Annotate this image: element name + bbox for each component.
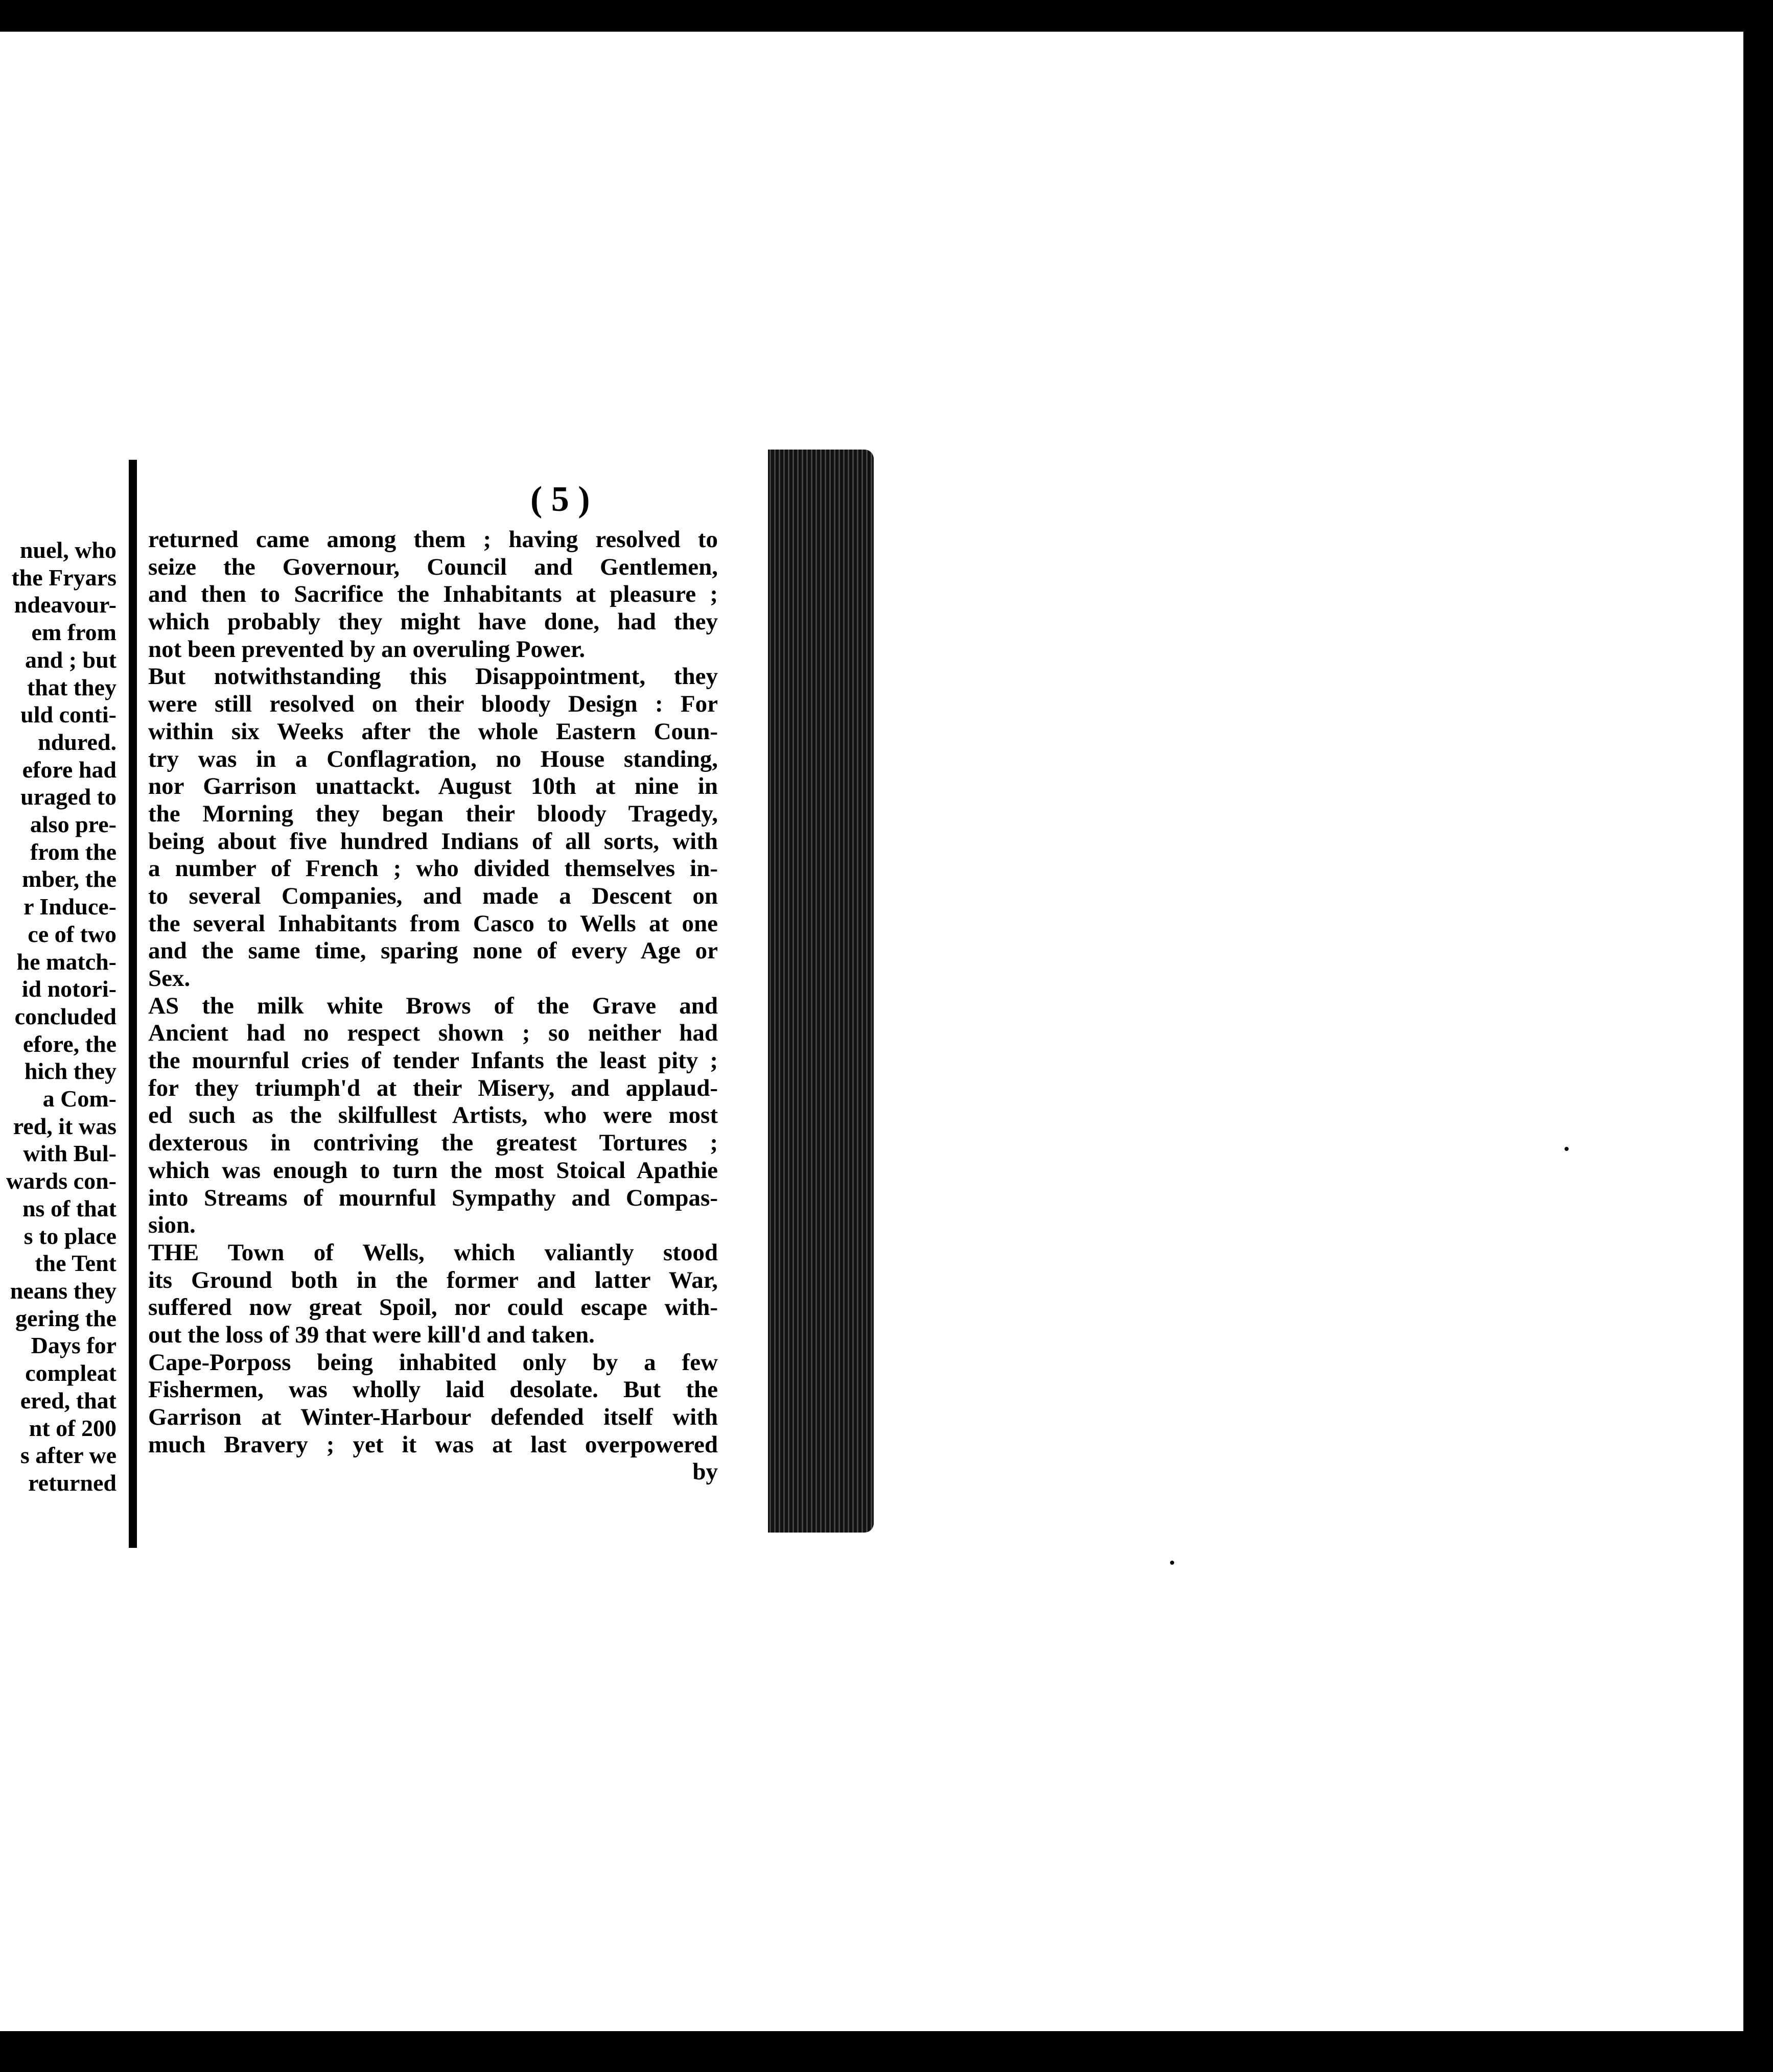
text-line: out the loss of 39 that were kill'd and taken. xyxy=(148,1321,595,1348)
text-line: sion. xyxy=(148,1212,196,1239)
left-text-line: id notori- xyxy=(21,976,116,1002)
left-text-line: concluded xyxy=(14,1003,116,1029)
page-number: ( 5 ) xyxy=(530,480,590,519)
text-line: and the same time, sparing none of every Age or xyxy=(148,937,718,964)
left-text-line: and ; but xyxy=(25,646,116,673)
left-text-line: ce of two xyxy=(28,921,116,947)
left-text-line: gering the xyxy=(15,1305,116,1331)
text-line: not been prevented by an overuling Power. xyxy=(148,635,586,663)
text-line: seize the Governour, Council and Gentlemen, xyxy=(148,553,718,580)
text-line: Ancient had no respect shown ; so neither had xyxy=(148,1020,718,1047)
text-line: dexterous in contriving the greatest Tortures ; xyxy=(148,1129,718,1157)
text-line: Sex. xyxy=(148,965,191,992)
scan-speck xyxy=(1565,1147,1569,1151)
left-text-line: s to place xyxy=(24,1222,116,1249)
left-text-line: from the xyxy=(30,838,116,865)
left-text-line: Days for xyxy=(31,1332,116,1359)
page-edges xyxy=(766,450,874,1533)
left-text-line: a Com- xyxy=(42,1086,116,1112)
text-line: the several Inhabitants from Casco to Wells at one xyxy=(148,910,718,937)
text-line: and then to Sacrifice the Inhabitants at pleasure ; xyxy=(148,581,718,608)
book-spread xyxy=(0,450,879,1558)
text-line: returned came among them ; having resolved to xyxy=(148,526,718,553)
left-text-line: compleat xyxy=(25,1360,116,1386)
left-text-line: nt of 200 xyxy=(29,1415,116,1441)
text-line: But notwithstanding this Disappointment, they xyxy=(148,663,718,690)
text-line: Cape-Porposs being inhabited only by a few xyxy=(148,1349,718,1376)
text-line: within six Weeks after the whole Eastern Coun- xyxy=(148,718,718,745)
left-text-line: em from xyxy=(31,619,116,646)
left-text-line: also pre- xyxy=(30,811,116,838)
text-line: much Bravery ; yet it was at last overpowered xyxy=(148,1431,718,1458)
left-text-line: red, it was xyxy=(13,1113,116,1139)
text-line: by xyxy=(692,1458,718,1486)
left-text-line: efore, the xyxy=(22,1030,116,1057)
left-text-line: ndured. xyxy=(38,728,116,755)
left-text-line: ndeavour- xyxy=(14,592,116,618)
text-line: Garrison at Winter-Harbour defended itself with xyxy=(148,1404,718,1430)
left-text-line: he match- xyxy=(16,948,116,975)
left-text-line: returned xyxy=(28,1469,116,1496)
text-line: try was in a Conflagration, no House standing, xyxy=(148,745,718,772)
left-text-line: r Induce- xyxy=(24,893,116,920)
text-line: Fishermen, was wholly laid desolate. But the xyxy=(148,1376,718,1403)
text-line: ed such as the skilfullest Artists, who were most xyxy=(148,1102,718,1129)
text-line: its Ground both in the former and latter War, xyxy=(148,1266,718,1293)
left-text-line: nuel, who xyxy=(19,537,116,563)
scan-border-bottom xyxy=(0,2031,1773,2072)
left-text-line: s after we xyxy=(20,1442,116,1469)
left-text-line: uld conti- xyxy=(20,701,116,728)
text-line: the Morning they began their bloody Tragedy, xyxy=(148,800,718,827)
left-page-text xyxy=(0,536,116,1497)
right-page-text xyxy=(148,526,718,1486)
scan-border-right xyxy=(1743,0,1773,2072)
text-line: which was enough to turn the most Stoical Apathie xyxy=(148,1157,718,1184)
left-text-line: that they xyxy=(27,674,116,700)
left-text-line: hich they xyxy=(24,1058,116,1085)
text-line: into Streams of mournful Sympathy and Compas- xyxy=(148,1184,718,1211)
text-line: a number of French ; who divided themselves in- xyxy=(148,855,718,882)
scan-border-top xyxy=(0,0,1773,32)
text-line: were still resolved on their bloody Design : For xyxy=(148,691,718,718)
left-text-line: neans they xyxy=(10,1277,116,1304)
text-line: THE Town of Wells, which valiantly stood xyxy=(148,1239,718,1266)
text-line: which probably they might have done, had they xyxy=(148,608,718,635)
left-text-line: the Fryars xyxy=(11,564,116,591)
text-line: being about five hundred Indians of all sorts, with xyxy=(148,828,718,855)
scan-speck xyxy=(1170,1561,1174,1565)
text-line: the mournful cries of tender Infants the least pity ; xyxy=(148,1047,718,1074)
left-text-line: ns of that xyxy=(22,1195,116,1221)
left-text-line: wards con- xyxy=(6,1168,116,1194)
text-line: suffered now great Spoil, nor could escape with- xyxy=(148,1294,718,1321)
left-text-line: uraged to xyxy=(20,784,116,810)
text-line: for they triumph'd at their Misery, and applaud- xyxy=(148,1074,718,1101)
left-page xyxy=(0,460,151,1553)
text-line: AS the milk white Brows of the Grave and xyxy=(148,992,718,1019)
book-gutter xyxy=(129,460,137,1548)
left-text-line: mber, the xyxy=(22,866,116,892)
left-text-line: with Bul- xyxy=(23,1140,116,1167)
left-text-line: ered, that xyxy=(20,1387,116,1414)
text-line: to several Companies, and made a Descent on xyxy=(148,882,718,909)
left-text-line: efore had xyxy=(22,756,116,783)
text-line: nor Garrison unattackt. August 10th at nine in xyxy=(148,773,718,800)
left-text-line: the Tent xyxy=(35,1250,116,1277)
